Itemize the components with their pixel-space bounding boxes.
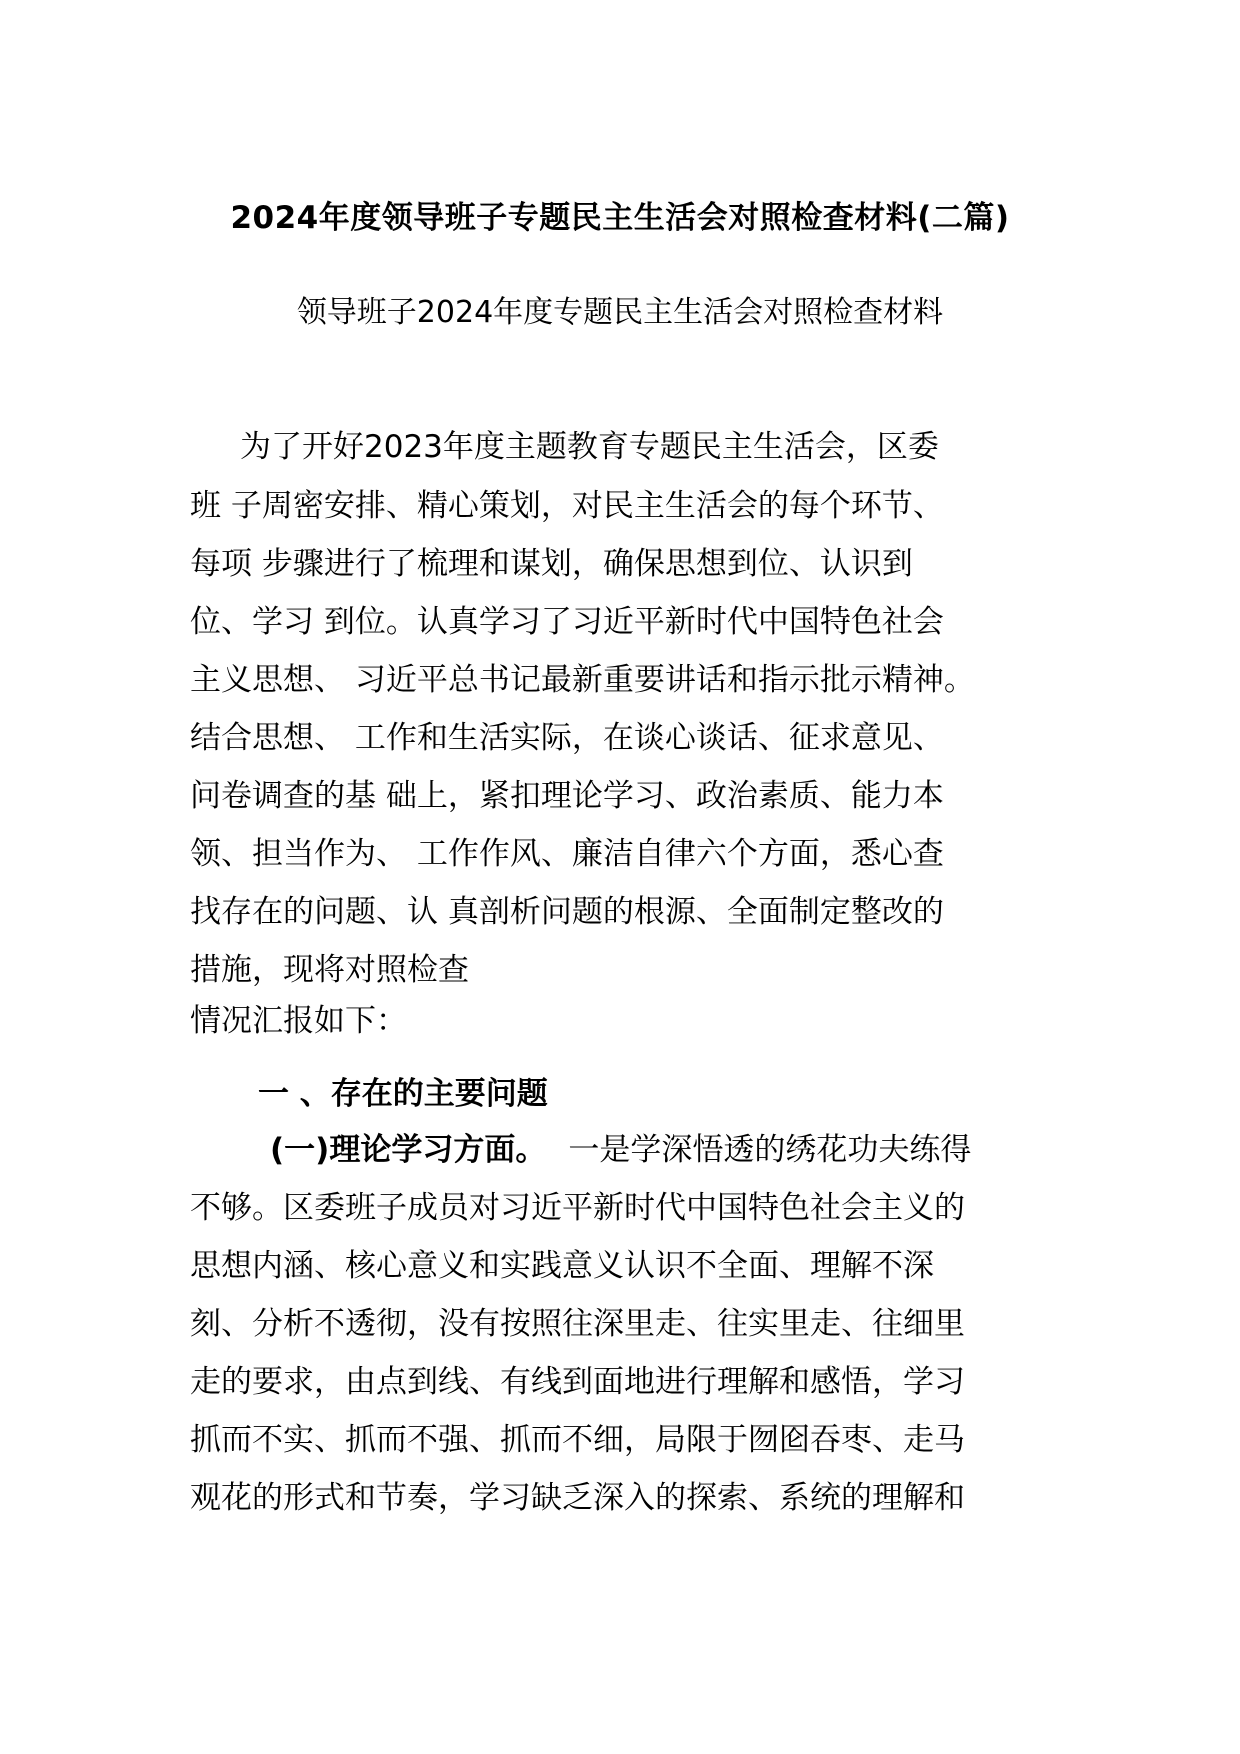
subsection-first-line	[270, 1130, 971, 1170]
body-line: 抓而不实、抓而不强、抓而不细，局限于囫囵吞枣、走马	[190, 1422, 965, 1458]
intro-line: 领、担当作为、 工作作风、廉洁自律六个方面，悉心查	[190, 836, 944, 872]
section-heading: 一 、存在的主要问题	[258, 1076, 548, 1112]
document-title: 2024年度领导班子专题民主生活会对照检查材料(二篇)	[230, 200, 1010, 236]
subsection-heading: (一)理论学习方面。	[270, 1132, 547, 1168]
intro-line: 找存在的问题、认 真剖析问题的根源、全面制定整改的	[190, 894, 944, 930]
subsection-first-line-text: 一是学深悟透的绣花功夫练得	[568, 1132, 972, 1168]
intro-line: 问卷调查的基 础上，紧扣理论学习、政治素质、能力本	[190, 778, 944, 814]
intro-line: 为了开好2023年度主题教育专题民主生活会，区委	[240, 429, 939, 465]
intro-line: 情况汇报如下：	[190, 1003, 407, 1039]
body-line: 观花的形式和节奏，学习缺乏深入的探索、系统的理解和	[190, 1480, 965, 1516]
body-line: 刻、分析不透彻，没有按照往深里走、往实里走、往细里	[190, 1306, 965, 1342]
intro-line: 结合思想、 工作和生活实际，在谈心谈话、征求意见、	[190, 720, 944, 756]
intro-line: 班 子周密安排、精心策划，对民主生活会的每个环节、	[190, 488, 944, 524]
body-line: 走的要求，由点到线、有线到面地进行理解和感悟，学习	[190, 1364, 965, 1400]
intro-line: 主义思想、 习近平总书记最新重要讲话和指示批示精神。	[190, 662, 975, 698]
intro-line: 措施，现将对照检查	[190, 952, 469, 988]
intro-line: 每项 步骤进行了梳理和谋划，确保思想到位、认识到	[190, 546, 913, 582]
body-line: 思想内涵、核心意义和实践意义认识不全面、理解不深	[190, 1248, 934, 1284]
document-subtitle: 领导班子2024年度专题民主生活会对照检查材料	[296, 295, 944, 330]
body-line: 不够。区委班子成员对习近平新时代中国特色社会主义的	[190, 1190, 965, 1226]
intro-line: 位、学习 到位。认真学习了习近平新时代中国特色社会	[190, 604, 944, 640]
